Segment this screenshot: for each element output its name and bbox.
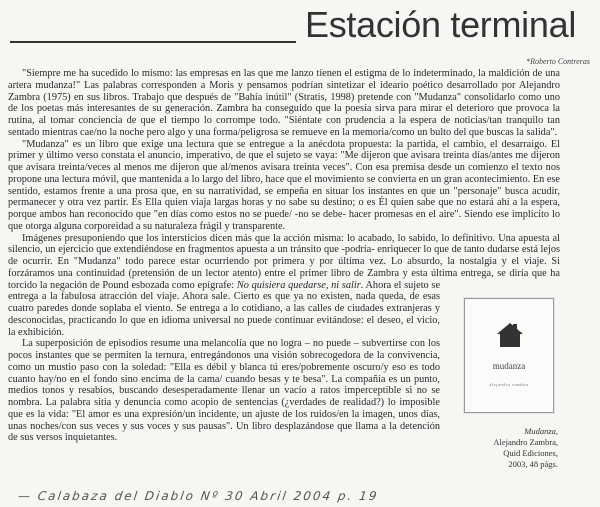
epigraph-quote: No quisiera quedarse, ni salir [236, 279, 361, 291]
paragraph-text: . Ahora el sujeto se entrega a la fabulosa atracción del viaje. Ahora sale. Cierto es que ya no existen, nada queda, de esas cuatro paredes donde soplaba el viento. Se entrega a lo cotidiano, a las calles de ciudades extranjeras y desconocidas, practicando lo que en idioma universal no puede continuar evitándose: el deseo, el vicio, la exhibición. [8, 279, 441, 338]
title-rule [10, 41, 296, 43]
paragraph: "Mudanza" es un libro que exige una lectura que se entregue a la anécdota propuesta: la partida, el cambio, el desarraigo. El primer y último verso constata el anuncio, imperativo, de que el sujeto se vaya: "Me dijeron que avisara treinta días/antes me dijeron que avisara treinta/veces al menos me dijeron que al/menos avisara treinta veces". Con esa premisa desde un comienzo el texto nos propone una lectura móvil, que mantenida a lo largo del libro, hace que el movimiento se convierta en un gran acontecimiento. En ese sentido, estamos frente a una prosa que, en su narratividad, se empeña en situar los instantes en que un "personaje" busca acudir, permanecer y otra vez partir. Es Ella quien viaja largas horas y no sabe su destino; o es Él quien sabe que no estará ahí a la espera, porque ambos han reconocido que "en días como estos no se puede/ -no se debe- hacer promesas en el aire". Siendo ese implícito lo que otorga alguna corporeidad a su naturaleza frágil y transparente. [8, 138, 560, 232]
paragraph: La superposición de episodios resume una melancolía que no logra – no puede – subvertirse con los pocos instantes que se permiten la ternura, entregándonos una visión sobrecogedora de la convivencia, como un mustio paso con la soledad: "Ella es débil y blanca tú eres/pobremente oscuro/y eso es todo cuanto hay/no en el fondo sino encima de la cama/ cuando besas y te besa". La compañía es un punto, medios tonos y resabios, buscando desesperadamente llenar un vacío a ratos imperceptible si no se nombra. La palabra sitia y denuncia como acopio de sentencias (¿verdades de realidad?) lo imposible que es la vida: "El amor es una expresión/un incidente, un ajuste de los ruidos/en la imagen, unos días, unas noches/con sus veces y sus voces y sus pausas". Un libro desplazándose que llama a la detención de sus versos inquietantes. [8, 338, 440, 444]
cover-title: mudanza [492, 361, 526, 371]
article-body [8, 68, 560, 490]
article-title: Estación terminal [305, 4, 577, 45]
book-sidebar [450, 290, 560, 490]
book-cover [464, 298, 554, 413]
caption-line: 2003, 48 págs. [508, 459, 558, 469]
author-byline: *Roberto Contreras [526, 57, 590, 66]
cover-author: alejandro zambra [489, 382, 529, 387]
book-caption [493, 426, 558, 470]
house-icon [497, 323, 523, 347]
handwritten-source-note: — Calabaza del Diablo Nº 30 Abril 2004 p. 19 [17, 489, 380, 503]
paragraph: "Siempre me ha sucedido lo mismo: las empresas en las que me lanzo tienen el estigma de lo indeterminado, la maldición de una artera mudanza!" Las palabras corresponden a Moris y pensamos podrían sintetizar el ideario poético desarrollado por Alejandro Zambra (1975) en sus libros. Trabajo que después de "Bahía inútil" (Stratis, 1998) pretende con "Mudanza" consolidarlo como uno de los poetas más interesantes de su generación. Zambra ha conseguido que la poesía sirva para mirar el deterioro que provoca la rutina, al tomar conciencia de que el tiempo lo corrompe todo. "Siéntate con prudencia a la espera de noticias/tan tranquilo tan sentado mientras cae/no la noche pero algo y una forma/peligrosa se remueve en la memoria/como un bulto del que buscas la salida". [8, 68, 560, 138]
caption-line: Alejandro Zambra, [493, 437, 558, 447]
caption-title: Mudanza, [524, 426, 558, 436]
paragraph-text: Imágenes presuponiendo que los intersticios dicen más que la acción misma: lo acabado, lo sabido, lo definitivo. Una apuesta al silencio, un ejercicio que extendiéndose en fragmentos apuesta a un tránsito que -podría- enriquecer lo que de tanto dudarse está lejos de ocurrir. En "Mudanza" todo parece estar ocurriendo por primera y por última vez. Lo absurdo, la nostalgia y el viaje. Si forzáramos una continuidad (pretensión de un lector atento) entre el primer libro de Zambra y esta última entrega, se diría que ha torcido la negación de Pound esbozada como epígrafe: [8, 232, 560, 291]
caption-line: Quid Ediciones, [503, 448, 558, 458]
